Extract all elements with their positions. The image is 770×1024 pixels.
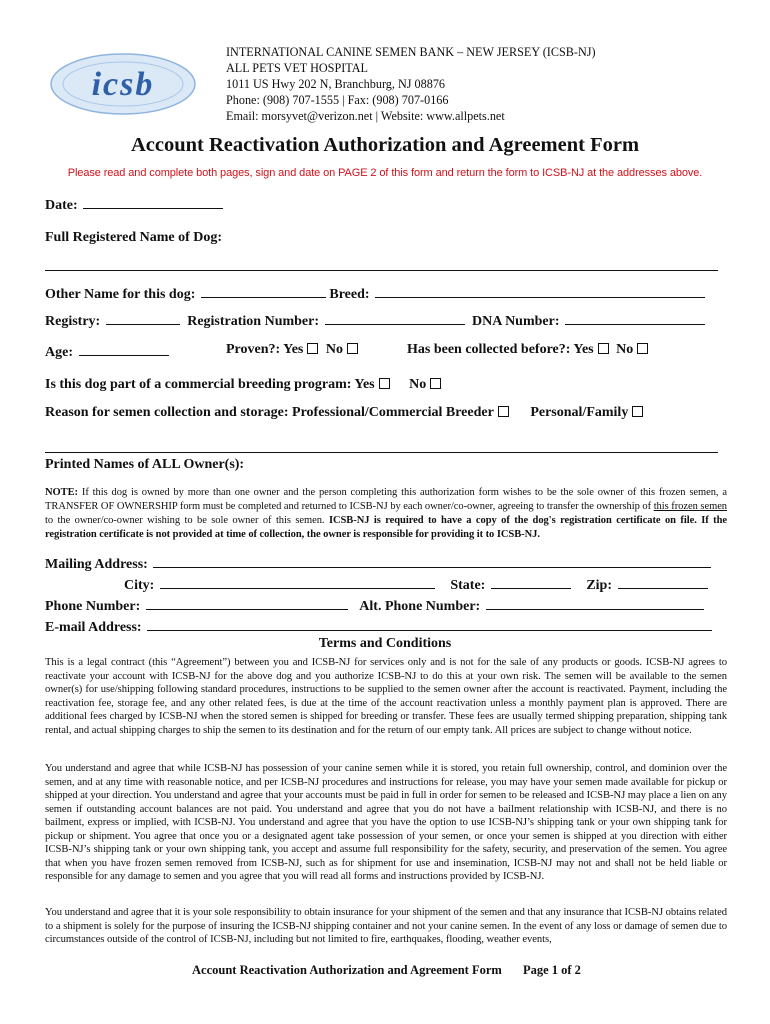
commercial-row xyxy=(45,377,445,393)
phone-label: Phone Number: xyxy=(45,599,141,614)
proven-label: Proven?: Yes xyxy=(226,342,304,357)
form-title: Account Reactivation Authorization and Agreement Form xyxy=(130,134,640,156)
collected-row xyxy=(407,342,652,358)
breed-field[interactable] xyxy=(375,284,705,298)
collected-yes-checkbox[interactable] xyxy=(598,343,609,354)
city-field[interactable] xyxy=(160,575,435,589)
registration-number-label: Registration Number: xyxy=(187,314,320,329)
breed-label: Breed: xyxy=(329,287,370,302)
reason-row xyxy=(45,405,647,421)
alt-phone-field[interactable] xyxy=(486,596,704,610)
city-label: City: xyxy=(124,578,155,593)
terms-paragraph-2: You understand and agree that while ICSB-NJ has possession of your canine semen while it is stored, you retain full ownership, control, and dominion over the semen, and at any time with reasonable notice, and per ICSB-NJ procedures and instructions for release, you may have your semen made available for pickup or shipped at your direction. You understand and agree that your accounts must be paid in full in order for semen to be released and ICSB-NJ may place a lien on any semen if outstanding account balances are not paid. You understand and agree that you do not have a bailment relationship with ICSB-NJ, and there is no bailment, express or implied, with ICSB-NJ. You understand and agree that you have the option to use ICSB-NJ’s shipping tank or your own shipping tank for pickup or shipment. You agree that once you or a designated agent take possession of your semen, or once your semen is shipped at you direction with either ICSB-NJ’s shipping tank or your own shipping tank, you accept and assume full responsibility for the safety, security, and preservation of the semen. You agree that when you have frozen semen removed from ICSB-NJ, such as for shipment for use and insemination, ICSB-NJ may not and shall not be held liable or responsible for any damage to semen and you agree that you will read all forms and instructions provided by ICSB-NJ. xyxy=(45,763,727,882)
registry-field[interactable] xyxy=(106,311,180,325)
personal-family-label: Personal/Family xyxy=(530,405,629,420)
page-number: Page 1 of 2 xyxy=(522,963,581,977)
zip-field[interactable] xyxy=(618,575,708,589)
proven-yes-checkbox[interactable] xyxy=(307,343,318,354)
collected-label: Has been collected before?: Yes xyxy=(407,342,594,357)
note-text-1: If this dog is owned by more than one owner and the person completing this authorization form wishes to be the sole owner of this frozen semen, a TRANSFER OF OWNERSHIP form must be completed and returned to ICSB-NJ by each owner/co-owner, agreeing to transfer the ownership of xyxy=(45,487,727,512)
collected-no-checkbox[interactable] xyxy=(637,343,648,354)
footer-title: Account Reactivation Authorization and Agreement Form xyxy=(192,963,502,977)
terms-paragraph-1: This is a legal contract (this “Agreement”) between you and ICSB-NJ for services only and is not for the sale of any products or goods. ICSB-NJ agrees to reactivate your account with ICSB-NJ for the above dog and you authorize ICSB-NJ to do this at your own risk. The semen will be available to the semen owner(s) for use/shipping following standard procedures, instructions to be supplied to the semen owner after the account is reactivated. Payment, including the reactivation fee, storage fee, and any other related fees, is due at the time of the account reactivation unless a monthly payment plan is approved. There are additional fees charged by ICSB-NJ when the stored semen is shipped for breeding or transfer. These fees are usually termed shipping preparation, shipping tank rental, and actual shipping charges to ship the semen to its destination and for the return of our empty tank. All prices are subject to change without notice. xyxy=(45,657,727,736)
full-name-label: Full Registered Name of Dog: xyxy=(45,230,223,245)
city-row xyxy=(124,575,708,594)
state-label: State: xyxy=(450,578,486,593)
ownership-note xyxy=(45,486,727,542)
phone-row xyxy=(45,596,704,615)
dna-number-label: DNA Number: xyxy=(472,314,560,329)
hospital-name: ALL PETS VET HOSPITAL xyxy=(226,61,369,75)
mailing-field[interactable] xyxy=(153,554,711,568)
note-text-2: to the owner/co-owner wishing to be sole owner of this semen. xyxy=(45,515,329,526)
date-field[interactable] xyxy=(83,195,223,209)
zip-label: Zip: xyxy=(586,578,613,593)
email-website: Email: morsyvet@verizon.net | Website: www.allpets.net xyxy=(226,109,505,123)
age-row xyxy=(45,342,169,361)
mailing-label: Mailing Address: xyxy=(45,557,148,572)
personal-family-checkbox[interactable] xyxy=(632,406,643,417)
other-name-field[interactable] xyxy=(201,284,326,298)
registration-number-field[interactable] xyxy=(325,311,465,325)
commercial-no-label: No xyxy=(409,377,427,392)
page-footer xyxy=(192,963,581,978)
proven-no-label: No xyxy=(325,342,344,357)
date-row xyxy=(45,195,223,214)
terms-heading: Terms and Conditions xyxy=(318,636,452,651)
email-field[interactable] xyxy=(147,617,712,631)
org-name: INTERNATIONAL CANINE SEMEN BANK – NEW JERSEY (ICSB-NJ) xyxy=(226,45,596,59)
note-label: NOTE: xyxy=(45,487,79,498)
instruction-text: Please read and complete both pages, sign and date on PAGE 2 of this form and return the form to ICSB-NJ at the addresses above. xyxy=(67,167,703,179)
collected-no-label: No xyxy=(616,342,634,357)
mailing-row xyxy=(45,554,711,573)
dna-number-field[interactable] xyxy=(565,311,705,325)
owner-names-field[interactable] xyxy=(45,452,718,453)
commercial-label: Is this dog part of a commercial breeding program: Yes xyxy=(45,377,375,392)
commercial-no-checkbox[interactable] xyxy=(430,378,441,389)
date-label: Date: xyxy=(45,198,78,213)
reason-label: Reason for semen collection and storage: Professional/Commercial Breeder xyxy=(45,405,494,420)
other-name-label: Other Name for this dog: xyxy=(45,287,196,302)
org-address-block xyxy=(226,44,596,124)
icsb-logo xyxy=(48,48,198,118)
street-address: 1011 US Hwy 202 N, Branchburg, NJ 08876 xyxy=(226,77,446,91)
phone-field[interactable] xyxy=(146,596,348,610)
terms-paragraph-3: You understand and agree that it is your sole responsibility to obtain insurance for your shipment of the semen and that any insurance that ICSB-NJ obtains related to a shipment is solely for the purpose of insuring the ICSB-NJ shipping container and not your canine semen. In the event of any loss or damage of semen due to circumstances outside of the control of ICSB-NJ, including but not limited to fire, earthquakes, flooding, weather events, xyxy=(45,907,727,945)
registry-row xyxy=(45,311,705,330)
email-label: E-mail Address: xyxy=(45,620,142,635)
logo-text: icsb xyxy=(91,66,155,103)
phone-fax: Phone: (908) 707-1555 | Fax: (908) 707-0166 xyxy=(226,93,449,107)
commercial-yes-checkbox[interactable] xyxy=(379,378,390,389)
other-name-row xyxy=(45,284,705,303)
full-name-field[interactable] xyxy=(45,270,718,271)
age-label: Age: xyxy=(45,345,73,360)
proven-no-checkbox[interactable] xyxy=(347,343,358,354)
note-underlined: this frozen semen xyxy=(653,501,728,512)
state-field[interactable] xyxy=(491,575,571,589)
note-bold: ICSB-NJ is required to have a copy of the dog's registration certificate on file. If the registration certificate is not provided at time of collection, the owner is responsible for providing it to ICSB-NJ. xyxy=(45,515,727,540)
breeder-checkbox[interactable] xyxy=(498,406,509,417)
age-field[interactable] xyxy=(79,342,169,356)
owners-label: Printed Names of ALL Owner(s): xyxy=(45,457,245,472)
alt-phone-label: Alt. Phone Number: xyxy=(359,599,481,614)
proven-row xyxy=(226,342,362,358)
email-row xyxy=(45,617,712,636)
registry-label: Registry: xyxy=(45,314,101,329)
